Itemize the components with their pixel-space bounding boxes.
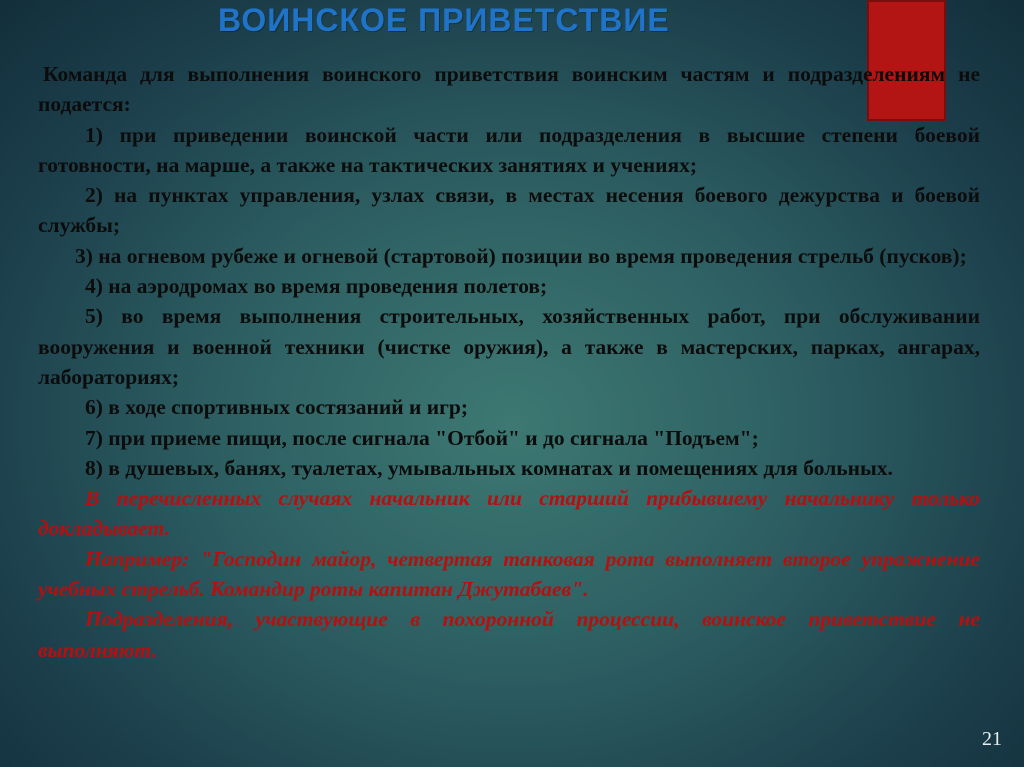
list-item-3: 3) на огневом рубеже и огневой (стартовой) позиции во время проведения стрельб (пусков); — [75, 243, 967, 268]
list-item-6: 6) в ходе спортивных состязаний и игр; — [85, 395, 469, 420]
note-example: Например: "Господин майор, четвертая танковая рота выполняет второе упражнение учебных стрельб. Командир роты капитан Джутабаев". — [38, 546, 980, 602]
note-report: В перечисленных случаях начальник или старший прибывшему начальнику только докладывает. — [38, 486, 980, 541]
list-item-7: 7) при приеме пищи, после сигнала "Отбой" и до сигнала "Подъем"; — [85, 425, 759, 450]
slide-title: ВОИНСКОЕ ПРИВЕТСТВИЕ — [218, 2, 670, 38]
list-item-2: 2) на пунктах управления, узлах связи, в местах несения боевого дежурства и боевой службы; — [38, 183, 980, 238]
note-funeral: Подразделения, участвующие в похоронной процессии, воинское приветствие не выполняют. — [38, 607, 980, 662]
page-number: 21 — [982, 728, 1002, 750]
list-item-4: 4) на аэродромах во время проведения полетов; — [85, 274, 548, 299]
list-item-1: 1) при приведении воинской части или подразделения в высшие степени боевой готовности, на марше, а также на тактических занятиях и учениях; — [38, 122, 980, 177]
list-item-8: 8) в душевых, банях, туалетах, умывальных комнатах и помещениях для больных. — [85, 455, 893, 480]
list-item-5: 5) во время выполнения строительных, хозяйственных работ, при обслуживании вооружения и военной техники (чистке оружия), а также в мастерских, парках, ангарах, лабораториях; — [38, 304, 980, 389]
intro-paragraph: Команда для выполнения воинского приветствия воинским частям и подразделениям не подается: — [38, 62, 980, 117]
slide-body — [38, 59, 980, 665]
